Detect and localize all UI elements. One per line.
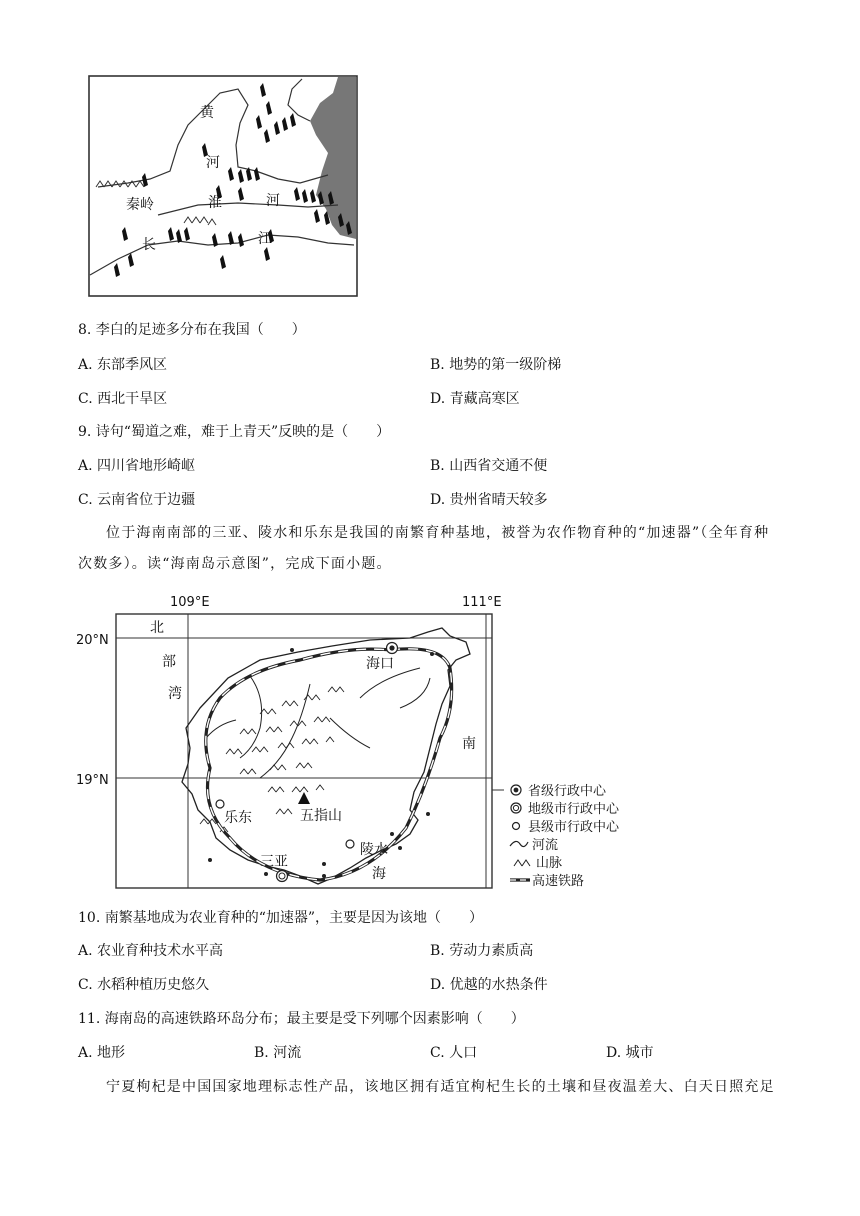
legend-mountain (514, 856, 562, 871)
q9-option-d[interactable]: D. 贵州省晴天较多 (430, 492, 548, 508)
q10-stem: 10. 南繁基地成为农业育种的“加速器”，主要是因为该地（ ） (78, 910, 484, 926)
label-lingshui: 陵水 (360, 842, 388, 858)
label-he2: 河 (266, 193, 280, 209)
q8-option-c[interactable]: C. 西北干旱区 (78, 391, 168, 407)
svg-text:高速铁路: 高速铁路 (532, 874, 585, 889)
passage-hainan: 位于海南南部的三亚、陵水和乐东是我国的南繁育种基地，被誉为农作物育种的“加速器”（全年育种次数多）。读“海南岛示意图”，完成下面小题。 (78, 525, 770, 572)
q11-option-a[interactable]: A. 地形 (78, 1045, 126, 1061)
svg-text:地级市行政中心: 地级市行政中心 (528, 802, 620, 817)
label-jiang: 江 (258, 231, 272, 247)
label-wuzhishan: 五指山 (300, 808, 342, 824)
q11-option-c[interactable]: C. 人口 (430, 1045, 478, 1061)
q8-option-b[interactable]: B. 地势的第一级阶梯 (430, 357, 562, 373)
legend-county (513, 819, 621, 835)
q9-option-c[interactable]: C. 云南省位于边疆 (78, 492, 196, 508)
label-ledong: 乐东 (224, 810, 252, 826)
q10-option-d[interactable]: D. 优越的水热条件 (430, 977, 548, 993)
hainan-island-map (70, 588, 650, 893)
sanya-symbol (277, 871, 288, 882)
q8-option-d[interactable]: D. 青藏高寒区 (430, 391, 520, 407)
q10-option-c[interactable]: C. 水稻种植历史悠久 (78, 977, 210, 993)
label-chang: 长 (142, 237, 156, 253)
label-sanya: 三亚 (260, 854, 288, 870)
q9-option-b[interactable]: B. 山西省交通不便 (430, 458, 548, 474)
q11-option-b[interactable]: B. 河流 (254, 1045, 302, 1061)
ledong-symbol (216, 800, 224, 808)
sea-bu: 部 (162, 654, 176, 670)
label-huai: 淮 (208, 195, 222, 211)
lon-111: 111°E (462, 595, 502, 610)
sea-nan: 南 (462, 736, 476, 752)
legend-prefecture (511, 801, 620, 817)
passage-ningxia: 宁夏枸杞是中国国家地理标志性产品，该地区拥有适宜枸杞生长的土壤和昼夜温差大、白天日照充足 (106, 1079, 775, 1095)
q8-stem: 8. 李白的足迹多分布在我国（ ） (78, 322, 306, 338)
sea-wan: 湾 (168, 686, 182, 702)
lat-20: 20°N (76, 633, 109, 648)
q10-option-a[interactable]: A. 农业育种技术水平高 (78, 943, 224, 959)
legend-provincial (511, 783, 607, 799)
map1-svg (88, 75, 358, 297)
svg-text:省级行政中心: 省级行政中心 (528, 784, 607, 799)
map-legend (510, 783, 620, 889)
label-haikou: 海口 (366, 656, 394, 672)
q9-stem: 9. 诗句“蜀道之难，难于上青天”反映的是（ ） (78, 424, 391, 440)
label-he1: 河 (206, 155, 220, 171)
q10-option-b[interactable]: B. 劳动力素质高 (430, 943, 534, 959)
label-qinling: 秦岭 (126, 197, 154, 213)
lat-19: 19°N (76, 773, 109, 788)
q9-option-a[interactable]: A. 四川省地形崎岖 (78, 458, 196, 474)
label-huang: 黄 (200, 105, 214, 121)
sea-hai: 海 (372, 866, 386, 882)
haikou-symbol (387, 643, 398, 654)
q11-option-d[interactable]: D. 城市 (606, 1045, 654, 1061)
sea-bei: 北 (150, 620, 164, 636)
legend-railway (510, 873, 584, 889)
q11-stem: 11. 海南岛的高速铁路环岛分布；最主要是受下列哪个因素影响（ ） (78, 1011, 525, 1027)
lingshui-symbol (346, 840, 354, 848)
svg-text:县级市行政中心: 县级市行政中心 (528, 820, 620, 835)
svg-text:河流: 河流 (532, 838, 559, 853)
svg-text:山脉: 山脉 (536, 856, 563, 871)
li-bai-footprint-map (88, 75, 358, 297)
legend-river (510, 837, 558, 853)
lon-109: 109°E (170, 595, 210, 610)
map2-svg (70, 588, 650, 893)
q8-option-a[interactable]: A. 东部季风区 (78, 357, 168, 373)
